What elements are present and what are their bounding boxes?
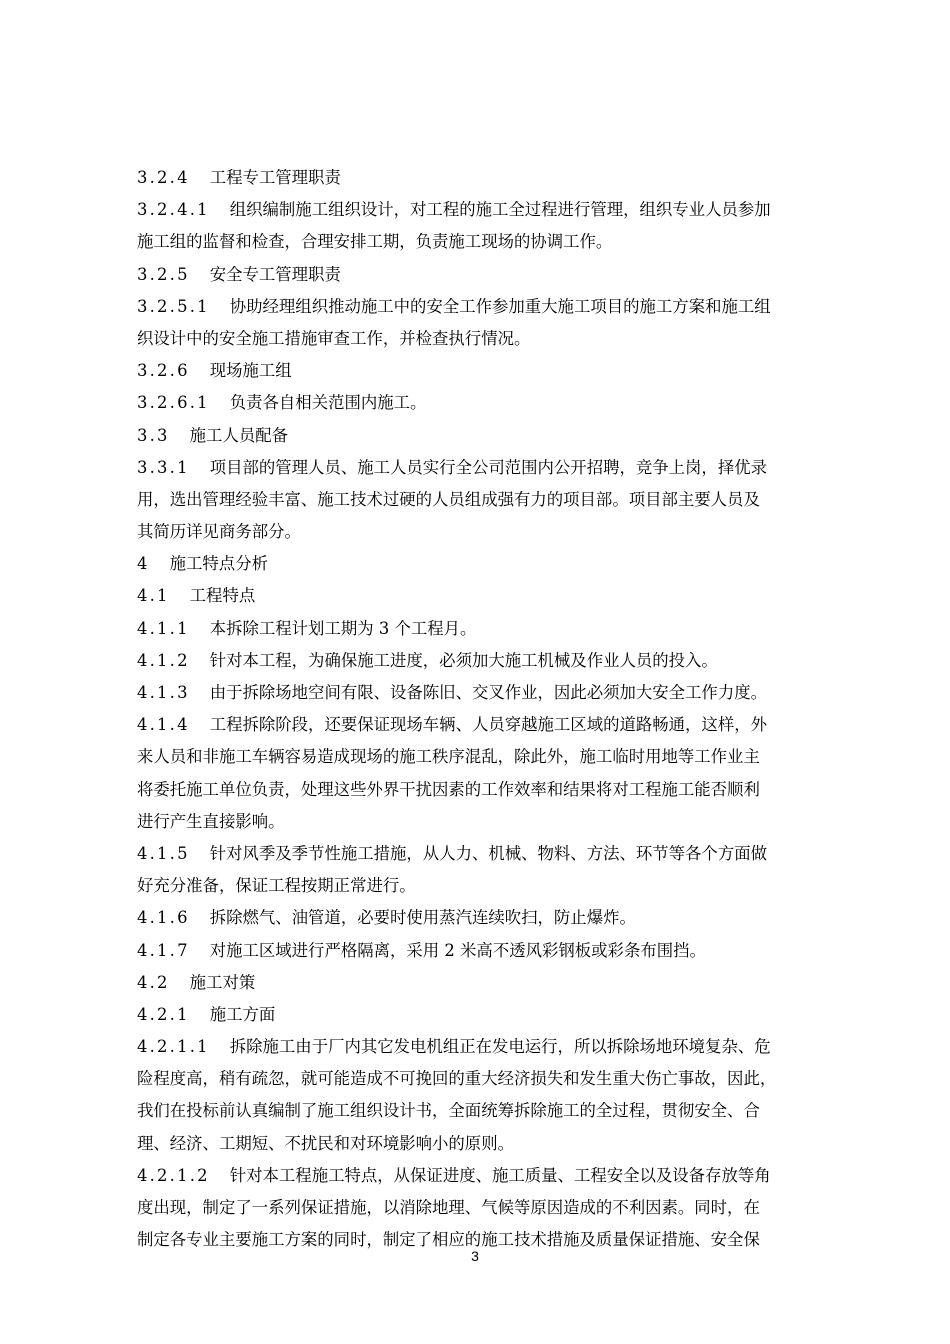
section-number: 3.2.4 [137, 168, 190, 187]
continuation-line [137, 226, 857, 258]
numbered-line [137, 935, 857, 967]
line-text: 度出现，制定了一系列保证措施，以消除地理、气候等原因造成的不利因素。同时，在 [137, 1198, 760, 1217]
line-text: 安全专工管理职责 [209, 264, 341, 284]
continuation-line [137, 1095, 857, 1127]
line-text: 来人员和非施工车辆容易造成现场的施工秩序混乱，除此外，施工临时用地等工作业主 [137, 747, 760, 767]
document-body [137, 162, 857, 1256]
section-number: 4.2.1.1 [137, 1037, 210, 1057]
numbered-line [137, 291, 857, 323]
line-text: 协助经理组织推动施工中的安全工作参加重大施工项目的施工方案和施工组 [229, 296, 771, 316]
section-number: 3.2.4.1 [137, 200, 210, 220]
continuation-line [137, 774, 857, 806]
line-text: 用，选出管理经验丰富、施工技术过硬的人员组成强有力的项目部。项目部主要人员及 [137, 489, 760, 509]
section-number: 3.3.1 [137, 457, 190, 477]
numbered-line [137, 420, 857, 452]
section-number: 4 [137, 554, 150, 574]
section-number: 4.2 [137, 972, 170, 992]
line-text: 组织编制施工组织设计，对工程的施工全过程进行管理，组织专业人员参加 [229, 200, 771, 220]
numbered-line [137, 967, 857, 999]
section-number: 3.2.5 [137, 264, 190, 284]
numbered-line [137, 259, 857, 291]
section-number: 4.2.1.2 [137, 1165, 210, 1185]
section-number: 3.3 [137, 425, 170, 445]
section-number: 4.1.2 [137, 650, 190, 670]
continuation-line [137, 484, 857, 516]
line-text: 我们在投标前认真编制了施工组织设计书，全面统筹拆除施工的全过程，贯彻安全、合 [137, 1101, 760, 1121]
line-text: 拆除施工由于厂内其它发电机组正在发电运行，所以拆除场地环境复杂、危 [229, 1037, 771, 1057]
continuation-line [137, 323, 857, 355]
numbered-line [137, 613, 857, 645]
line-text: 项目部的管理人员、施工人员实行全公司范围内公开招聘，竞争上岗，择优录 [209, 457, 767, 477]
line-text: 本拆除工程计划工期为 3 个工程月。 [209, 618, 477, 638]
section-number: 3.2.5.1 [137, 296, 210, 316]
section-number: 4.1.3 [137, 683, 190, 702]
section-number: 4.1.7 [137, 940, 190, 960]
line-text: 施工方面 [209, 1004, 276, 1024]
line-text: 针对风季及季节性施工措施，从人力、机械、物料、方法、环节等各个方面做 [209, 843, 767, 863]
line-text: 施工组的监督和检查，合理安排工期，负责施工现场的协调工作。 [137, 232, 613, 252]
line-text: 工程特点 [189, 586, 256, 606]
numbered-line [137, 194, 857, 226]
line-text: 针对本工程施工特点，从保证进度、施工质量、工程安全以及设备存放等角 [229, 1165, 771, 1185]
line-text: 施工特点分析 [169, 554, 268, 574]
numbered-line [137, 999, 857, 1031]
line-text: 负责各自相关范围内施工。 [229, 393, 427, 413]
numbered-line [137, 645, 857, 677]
line-text: 施工对策 [189, 972, 256, 992]
line-text: 织设计中的安全施工措施审查工作，并检查执行情况。 [137, 328, 531, 348]
section-number: 4.1.4 [137, 715, 190, 735]
section-number: 3.2.6 [137, 361, 190, 381]
section-number: 4.2.1 [137, 1004, 190, 1024]
numbered-line [137, 709, 857, 741]
line-text: 由于拆除场地空间有限、设备陈旧、交叉作业，因此必须加大安全工作力度。 [209, 683, 767, 702]
line-text: 将委托施工单位负责，处理这些外界干扰因素的工作效率和结果将对工程施工能否顺利 [137, 779, 760, 799]
numbered-line [137, 452, 857, 484]
numbered-line [137, 355, 857, 387]
line-text: 制定各专业主要施工方案的同时，制定了相应的施工技术措施及质量保证措施、安全保 [137, 1230, 760, 1250]
continuation-line [137, 806, 857, 838]
line-text: 现场施工组 [209, 361, 292, 381]
section-number: 4.1.1 [137, 618, 190, 638]
continuation-line [137, 741, 857, 773]
continuation-line [137, 1192, 857, 1224]
numbered-line [137, 902, 857, 934]
numbered-line [137, 387, 857, 419]
numbered-line [137, 677, 857, 709]
numbered-line [137, 548, 857, 580]
continuation-line [137, 516, 857, 548]
numbered-line [137, 838, 857, 870]
line-text: 好充分准备，保证工程按期正常进行。 [137, 876, 416, 896]
line-text: 施工人员配备 [189, 425, 289, 445]
section-number: 4.1 [137, 586, 170, 606]
line-text: 其简历详见商务部分。 [137, 522, 301, 542]
line-text: 工程拆除阶段，还要保证现场车辆、人员穿越施工区域的道路畅通，这样，外 [209, 715, 767, 735]
numbered-line [137, 1031, 857, 1063]
continuation-line [137, 1128, 857, 1160]
numbered-line [137, 1160, 857, 1192]
line-text: 理、经济、工期短、不扰民和对环境影响小的原则。 [137, 1133, 514, 1153]
line-text: 针对本工程，为确保施工进度，必须加大施工机械及作业人员的投入。 [209, 650, 718, 670]
line-text: 工程专工管理职责 [209, 168, 341, 187]
continuation-line [137, 1063, 857, 1095]
section-number: 4.1.6 [137, 908, 190, 928]
numbered-line [137, 162, 857, 194]
numbered-line [137, 580, 857, 612]
page-number: 3 [471, 1248, 479, 1264]
section-number: 3.2.6.1 [137, 393, 210, 413]
line-text: 险程度高，稍有疏忽，就可能造成不可挽回的重大经济损失和发生重大伤亡事故，因此， [137, 1069, 777, 1089]
section-number: 4.1.5 [137, 843, 190, 863]
line-text: 对施工区域进行严格隔离，采用 2 米高不透风彩钢板或彩条布围挡。 [209, 940, 706, 960]
line-text: 进行产生直接影响。 [137, 811, 285, 831]
continuation-line [137, 870, 857, 902]
line-text: 拆除燃气、油管道，必要时使用蒸汽连续吹扫，防止爆炸。 [209, 908, 636, 928]
